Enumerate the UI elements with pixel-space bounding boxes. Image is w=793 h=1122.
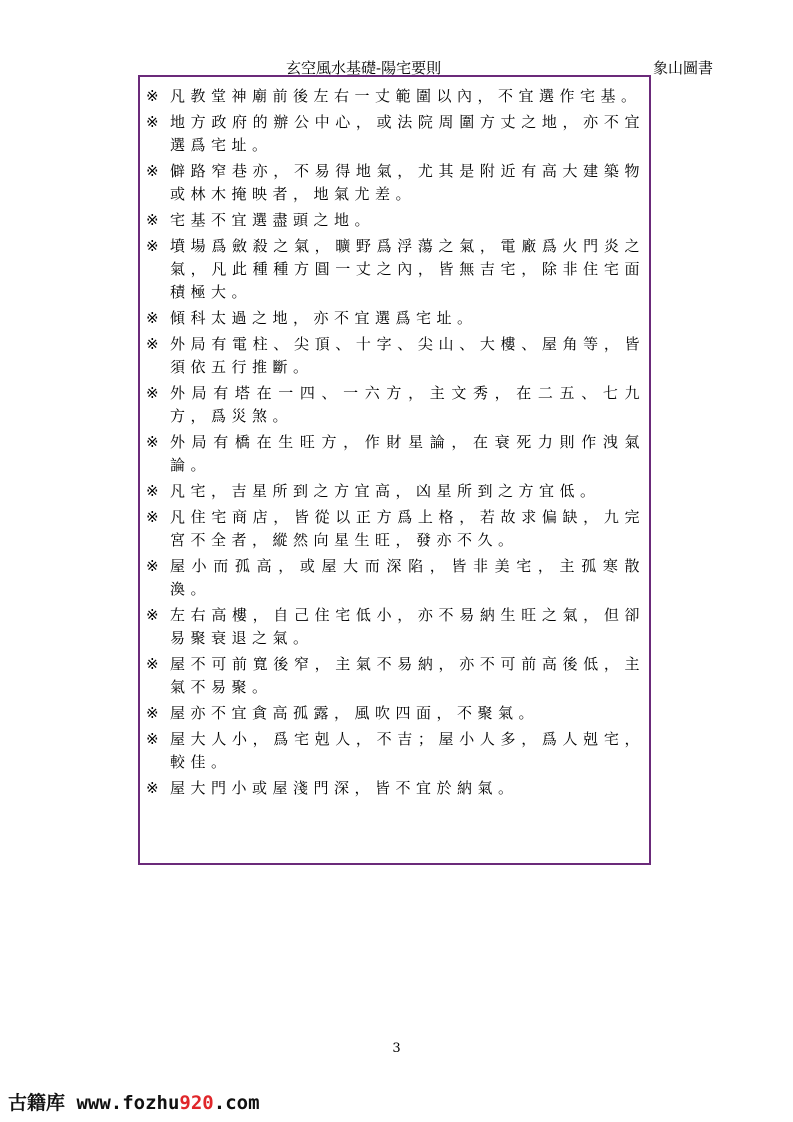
publisher-name: 象山圖書 bbox=[652, 59, 713, 77]
rule-item bbox=[146, 307, 645, 330]
rule-text: 凡教堂神廟前後左右一丈範圍以內，不宜選作宅基。 bbox=[170, 87, 642, 105]
watermark-logo bbox=[8, 1088, 260, 1118]
rule-text: 外局有橋在生旺方，作財星論，在衰死力則作洩氣論。 bbox=[170, 433, 645, 474]
rule-item bbox=[146, 333, 645, 379]
rule-text: 屋亦不宜貪高孤露，風吹四面，不聚氣。 bbox=[170, 704, 540, 722]
rule-item bbox=[146, 480, 645, 503]
rule-item bbox=[146, 160, 645, 206]
rule-text: 屋小而孤高，或屋大而深陷，皆非美宅，主孤寒散渙。 bbox=[170, 557, 645, 598]
bullet-mark: ※ bbox=[146, 335, 159, 353]
bullet-mark: ※ bbox=[146, 655, 159, 673]
rule-text: 屋大人小，爲宅剋人，不吉；屋小人多，爲人剋宅，較佳。 bbox=[170, 730, 645, 771]
page-number: 3 bbox=[392, 1041, 401, 1056]
bullet-mark: ※ bbox=[146, 211, 159, 229]
bullet-mark: ※ bbox=[146, 779, 159, 797]
bullet-mark: ※ bbox=[146, 508, 159, 526]
rule-item bbox=[146, 431, 645, 477]
watermark-site-prefix: www.fozhu bbox=[76, 1092, 180, 1114]
rule-text: 傾科太過之地，亦不宜選爲宅址。 bbox=[170, 309, 478, 327]
rule-item bbox=[146, 728, 645, 774]
rule-text: 凡住宅商店，皆從以正方爲上格，若故求偏缺，九完宮不全者，縱然向星生旺，發亦不久。 bbox=[170, 508, 645, 549]
bullet-mark: ※ bbox=[146, 704, 159, 722]
watermark-site-number: 920 bbox=[179, 1092, 214, 1114]
bullet-mark: ※ bbox=[146, 730, 159, 748]
bullet-mark: ※ bbox=[146, 384, 159, 402]
bullet-mark: ※ bbox=[146, 237, 159, 255]
rule-item bbox=[146, 85, 645, 108]
rule-text: 外局有塔在一四、一六方，主文秀，在二五、七九方，爲災煞。 bbox=[170, 384, 645, 425]
rule-item bbox=[146, 111, 645, 157]
rule-item bbox=[146, 777, 645, 800]
rule-item bbox=[146, 604, 645, 650]
rule-item bbox=[146, 506, 645, 552]
bullet-mark: ※ bbox=[146, 557, 159, 575]
rule-text: 屋大門小或屋淺門深，皆不宜於納氣。 bbox=[170, 779, 519, 797]
bullet-mark: ※ bbox=[146, 482, 159, 500]
watermark-brand: 古籍库 bbox=[8, 1092, 66, 1114]
document-title: 玄空風水基礎-陽宅要則 bbox=[286, 59, 442, 77]
rules-box bbox=[138, 75, 651, 865]
rule-item bbox=[146, 209, 645, 232]
rule-item bbox=[146, 702, 645, 725]
rule-text: 宅基不宜選盡頭之地。 bbox=[170, 211, 376, 229]
rule-text: 外局有電柱、尖頂、十字、尖山、大樓、屋角等，皆須依五行推斷。 bbox=[170, 335, 645, 376]
rule-text: 地方政府的辦公中心，或法院周圍方丈之地，亦不宜選爲宅址。 bbox=[170, 113, 645, 154]
rule-item bbox=[146, 653, 645, 699]
rule-text: 僻路窄巷亦，不易得地氣，尤其是附近有高大建築物或林木掩映者，地氣尤差。 bbox=[170, 162, 645, 203]
rule-text: 凡宅，吉星所到之方宜高，凶星所到之方宜低。 bbox=[170, 482, 601, 500]
bullet-mark: ※ bbox=[146, 606, 159, 624]
watermark-site-suffix: .com bbox=[213, 1092, 260, 1114]
rule-text: 墳場爲斂殺之氣，曠野爲浮蕩之氣，電廠爲火門炎之氣，凡此種種方圓一丈之內，皆無吉宅，除非住宅面積極大。 bbox=[170, 237, 645, 301]
rule-item bbox=[146, 235, 645, 304]
bullet-mark: ※ bbox=[146, 433, 159, 451]
rule-text: 屋不可前寬後窄，主氣不易納，亦不可前高後低，主氣不易聚。 bbox=[170, 655, 645, 696]
rule-item bbox=[146, 382, 645, 428]
bullet-mark: ※ bbox=[146, 113, 159, 131]
rule-text: 左右高樓，自己住宅低小，亦不易納生旺之氣，但卻易聚衰退之氣。 bbox=[170, 606, 645, 647]
bullet-mark: ※ bbox=[146, 309, 159, 327]
rule-item bbox=[146, 555, 645, 601]
bullet-mark: ※ bbox=[146, 87, 159, 105]
bullet-mark: ※ bbox=[146, 162, 159, 180]
